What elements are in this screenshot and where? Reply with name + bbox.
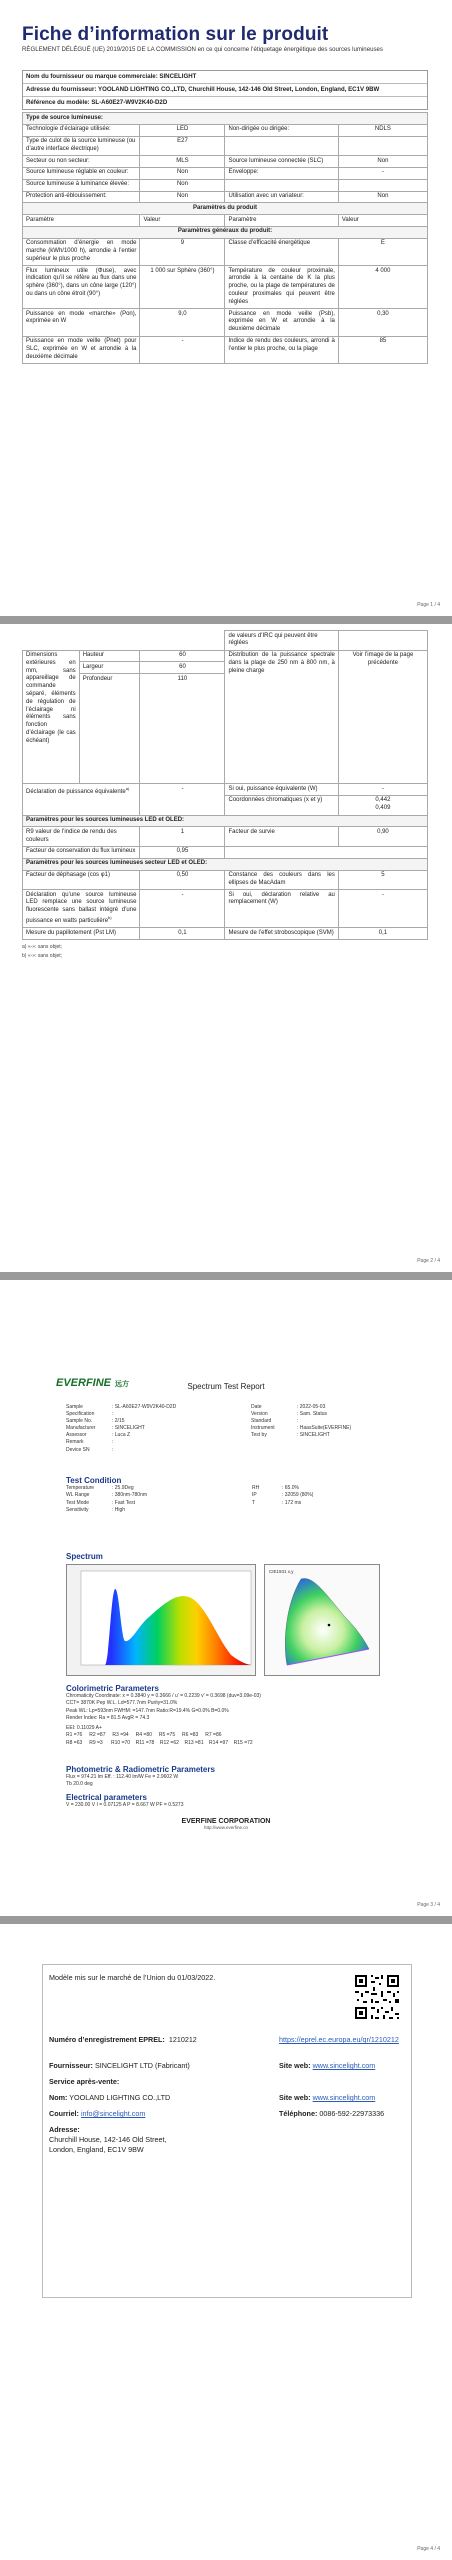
report-line: CCT= 3870K Pep W.L. Ld=577.7nm Purity=31.0% [66,1700,178,1707]
page-3 [0,1280,452,1916]
dimension-row: Profondeur 110 [23,674,428,784]
type-section [22,112,428,364]
condition-row: Test Mode : Fast Test T : 172 ms [66,1499,302,1506]
page2-table-wrap [22,630,428,959]
type-row: Source lumineuse réglable en couleur: Non Enveloppe: - [23,167,428,179]
report-line: Chromaticity Coordinate: x = 0.3840 y = 0.3666 / u' = 0.2239 v' = 0.3698 (duv=3.09e-03) [66,1693,261,1699]
type-heading: Type de source lumineuse: [23,113,428,125]
supplier-address: Adresse du fournisseur: YOOLAND LIGHTING CO.,LTD, Churchill House, 142-146 Old Street, London, England, EC1V 9BW [23,84,427,97]
info-row: Test by : SINCELIGHT [251,1432,330,1439]
chroma-row: Coordonnées chromatiques (x et y) 0,442 0,409 [23,795,428,815]
report-line: R1 =76 R2 =87 R3 =94 R4 =80 R5 =75 R6 =83 R7 =86 [66,1732,222,1739]
info-right [251,1404,401,1439]
params-column-headers: Paramètre Valeur Paramètre Valeur [23,215,428,227]
qr-code-icon [353,1973,401,2021]
eprel-phone: Téléphone: 0086-592-22973336 [279,2109,385,2118]
electrical-section: Electrical parameters V = 230.00 V I = 0.07125 A P = 8.667 W PF = 0.5273 [66,1793,184,1808]
info-row: Remark : [66,1439,114,1446]
eprel-link[interactable]: https://eprel.ec.europa.eu/qr/1210212 [279,2035,399,2044]
param-row: Puissance en mode «marche» (Pon), exprimée en W 9,0 Puissance en mode veille (Psb), exprimée en W et arrondie à la deuxième décimale 0,30 [23,309,428,336]
type-row: Technologie d’éclairage utilisée: LED Non-dirigée ou dirigée: NDLS [23,124,428,136]
page-number: Page 4 / 4 [417,2546,440,2552]
aftersales-heading: Service après-vente: [49,2077,120,2086]
eprel-website: Site web: www.sincelight.com [279,2061,376,2070]
supplier-name: Nom du fournisseur ou marque commerciale: SINCELIGHT [23,71,427,84]
eprel-reg: Numéro d’enregistrement EPREL: 1210212 [49,2035,197,2044]
info-left [66,1404,236,1454]
report-line: Peak WL: Lp=593nm FWHM: =147.7nm Ratio:R=19.4% G=0.0% B=0.0% [66,1707,229,1714]
report-line: Tb 20.0 deg [66,1781,93,1788]
eprel-supplier: Fournisseur: SINCELIGHT LTD (Fabricant) [49,2061,190,2070]
report-line: R8 =63 R9 =3 R10 =70 R11 =78 R12 =62 R13 =81 R14 =97 R15 =72 [66,1739,253,1746]
dimensions-label: Dimensions extérieures en mm, sans appareillage de commande séparé, éléments de régulation de l’éclairage ni éléments sans fonction d’éclairage (le cas échéant) [23,650,80,784]
type-row: Type de culot de la source lumineuse (ou d’autre interface électrique) E27 [23,136,428,156]
info-row: Version : Sam. Status [251,1411,328,1418]
website-link[interactable]: www.sincelight.com [312,2093,376,2102]
page-4 [0,1924,452,2560]
document-title: Fiche d’information sur le produit [22,24,329,45]
regulation-text: RÈGLEMENT DÉLÉGUÉ (UE) 2019/2015 DE LA COMMISSION en ce qui concerne l’étiquetage énergétique des sources lumineuses [22,46,383,53]
dimension-row: Dimensions extérieures en mm, sans appareillage de commande séparé, éléments de régulation de l’éclairage ni éléments sans fonction d’éclairage (le cas échéant) Hauteur 60 Distribution de la puissance spectrale dans la plage de 250 nm à 800 nm, à pleine charge Voir l’image de la page précédente [23,650,428,662]
cie-diagram [264,1564,380,1676]
photometric-lines [66,1774,406,1789]
eprel-name: Nom: YOOLAND LIGHTING CO.,LTD [49,2093,171,2102]
address-line: Churchill House, 142-146 Old Street, [49,2135,167,2144]
spectrum-chart [66,1564,256,1676]
param-row: Puissance en mode veille (Pnet) pour SLC, exprimée en W et arrondie à la deuxième décimale - Indice de rendu des couleurs, arrondi à l’entier le plus proche, ou la plage 85 [23,336,428,363]
params-heading: Paramètres du produit [23,203,428,215]
report-line: Flux = 974.21 lm Eff. : 112.40 lm/W Fe = 2.9602 W [66,1774,179,1780]
colorimetric-lines [66,1693,406,1722]
page-1 [0,0,452,616]
render-index-lines [66,1732,406,1747]
page-2 [0,624,452,1272]
info-row: Sample : SL-A60E27-W9V2K40-D2D [66,1404,177,1410]
mains-params-heading: Paramètres pour les sources lumineuses secteur LED et OLED: [23,858,428,870]
spectrum-graphic [67,1565,257,1677]
led-params-heading: Paramètres pour les sources lumineuses LED et OLED: [23,815,428,827]
param-row: Consommation d’énergie en mode marche (kWh/1000 h), arrondie à l’entier supérieur le plus proche 9 Classe d’efficacité énergétique E [23,238,428,265]
type-table [22,112,428,364]
condition-row: Temperature : 25.9Deg RH : 65.0% [66,1485,299,1491]
info-row: Assessor : Luca Z [66,1432,131,1439]
cie-graphic [265,1565,381,1677]
address-line: London, England, EC1V 9BW [49,2145,144,2154]
param-row: Flux lumineux utile (Φuse), avec indication qu’il se réfère au flux dans une sphère (360°), dans un cône large (120°) ou dans un cône étroit (90°) 1 000 sur Sphère (360°) Température de couleur proximale, arrondie à la centaine de K la plus proche, ou la plage de températures de couleur proximales qui peuvent être réglées 4 000 [23,266,428,309]
email-link[interactable]: info@sincelight.com [80,2109,146,2118]
spd-value: Voir l’image de la page précédente [338,650,427,784]
colorimetric-section: Colorimetric Parameters Chromaticity Coordinate: x = 0.3840 y = 0.3666 / u' = 0.2239 v' = 0.3698 (duv=3.09e-03) CCT= 3870K Pep W.L. Ld=577.7nm Purity=31.0% Peak WL: Lp=593nm FWHM: =147.7nm Ratio:R=19.4% G=0.0% B=0.0% Render Index: Ra = 81.5 AvgR = 74.3 EEI: 0.11029 A+ R1 =76 R2 =87 R3 =94 R4 =80 R5 =75 R6 =83 R7 =86 R8 =63 R9 =3 R10 =70 R11 =78 R12 =62 R13 =81 R14 =97 R15 =72 [66,1684,406,1747]
info-row: Device SN : [66,1446,114,1453]
cri-continued: de valeurs d’IRC qui peuvent être réglées [225,631,338,651]
page-number: Page 2 / 4 [417,1258,440,1264]
market-note: Modèle mis sur le marché de l’Union du 01/03/2022. [49,1973,216,1982]
equiv-row: Déclaration de puissance équivalente$^{a)}$ - Si oui, puissance équivalente (W) - [23,784,428,796]
type-row: Source lumineuse à luminance élevée: Non [23,179,428,191]
info-row: Manufacturer : SINCELIGHT [66,1425,145,1432]
page-number: Page 3 / 4 [417,1902,440,1908]
model-reference: Référence du modèle: SL-A60E27-W9V2K40-D2D [26,98,168,106]
info-row: Date : 2022-05-03 [251,1404,326,1410]
cie-point [328,1624,331,1627]
page-number: Page 1 / 4 [417,602,440,608]
equivalent-power-label: Déclaration de puissance équivalente$^{a)}$ [23,784,140,815]
type-row: Protection anti-éblouissement: Non Utilisation avec un variateur: Non [23,191,428,203]
general-params-heading: Paramètres généraux du produit: [23,226,428,238]
eprel-box [42,1964,412,2298]
condition-row: WL Range : 380nm-780nm IP : 32059 (80%) [66,1492,314,1499]
spectrum-heading: Spectrum [66,1552,103,1561]
footnote-a: a) «-»: sans objet; [22,944,63,951]
eprel-website2: Site web: www.sincelight.com [279,2093,376,2102]
website-link[interactable]: www.sincelight.com [312,2061,376,2070]
conditions-table [66,1485,396,1514]
condition-row: Sensitivity : High [66,1506,126,1513]
type-row: Secteur ou non secteur: MLS Source lumineuse connectée (SLC) Non [23,156,428,168]
test-condition: Test Condition Temperature : 25.9Deg RH : 65.0% WL Range : 380nm-780nm IP : 32059 (80%) Test Mode : Fast Test T : 172 ms Sensitivity : High [66,1476,396,1514]
cie-label: CIE1931 x,y [269,1569,294,1574]
supplier-box [22,70,428,110]
everfine-logo: EVERFINE 远方 [56,1377,130,1389]
footnote-b: b) «-»: sans objet; [22,952,63,959]
report-footer: EVERFINE CORPORATION http://www.everfine.cn [181,1818,271,1830]
info-row: Sample No. : 2/15 [66,1418,125,1425]
info-row: Instrument : HaasSuite(EVERFINE) [251,1425,352,1432]
report-title: Spectrum Test Report [187,1382,265,1391]
address-label: Adresse: [49,2125,80,2134]
eprel-email: Courriel: info@sincelight.com [49,2109,146,2118]
info-row: Standard : [251,1418,299,1425]
cie-locus [285,1578,369,1665]
page2-table: de valeurs d’IRC qui peuvent être réglées Dimensions extérieures en mm, sans appareillage de commande séparé, éléments de régulation de l’éclairage ni éléments sans fonction d’éclairage (le cas échéant) Hauteur 60 Distribution de la puissance spectrale dans la plage de 250 nm à 800 nm, à pleine charge Voir l’image de la page précédente Largeur 60 Profondeur 110 Déclaration de puissance équivalente$^{a)}$ - Si oui, puissance équivalente (W) - Coordonnées chromatiques (x et y) 0,442 0,409 Paramètres pour les sources lumineuses LED et OLED: R9 valeur de l’indice de rendu des couleurs 1 Facteur de survie 0,90 Facteur de conservation du flux lumineux 0,95 Paramètres pour les sources lumineuses secteur LED et OLED: Facteur de déphasage (cos φ1) 0,50 Constance des couleurs dans les ellipses de MacAdam 5 Déclaration qu’une source lumineuse LED remplace une source lumineuse fluorescente sans ballast intégré d’une puissance en watts particulière$^{b)}$ - Si oui, déclaration relative au remplacement (W) - Mesure du papillotement (Pst LM) 0,1 Mesure de l’effet stroboscopique (SVM) 0,1 [22,630,428,940]
info-row: Specification : [66,1411,114,1418]
report-line: Render Index: Ra = 81.5 AvgR = 74.3 [66,1714,150,1721]
dimension-row: Largeur 60 [23,662,428,674]
spd-label: Distribution de la puissance spectrale dans la plage de 250 nm à 800 nm, à pleine charge [225,650,338,784]
photometric-section: Photometric & Radiometric Parameters Flux = 974.21 lm Eff. : 112.40 lm/W Fe = 2.9602 W Tb 20.0 deg [66,1765,406,1789]
eei-line: EEI: 0.11029 A+ [66,1725,102,1731]
